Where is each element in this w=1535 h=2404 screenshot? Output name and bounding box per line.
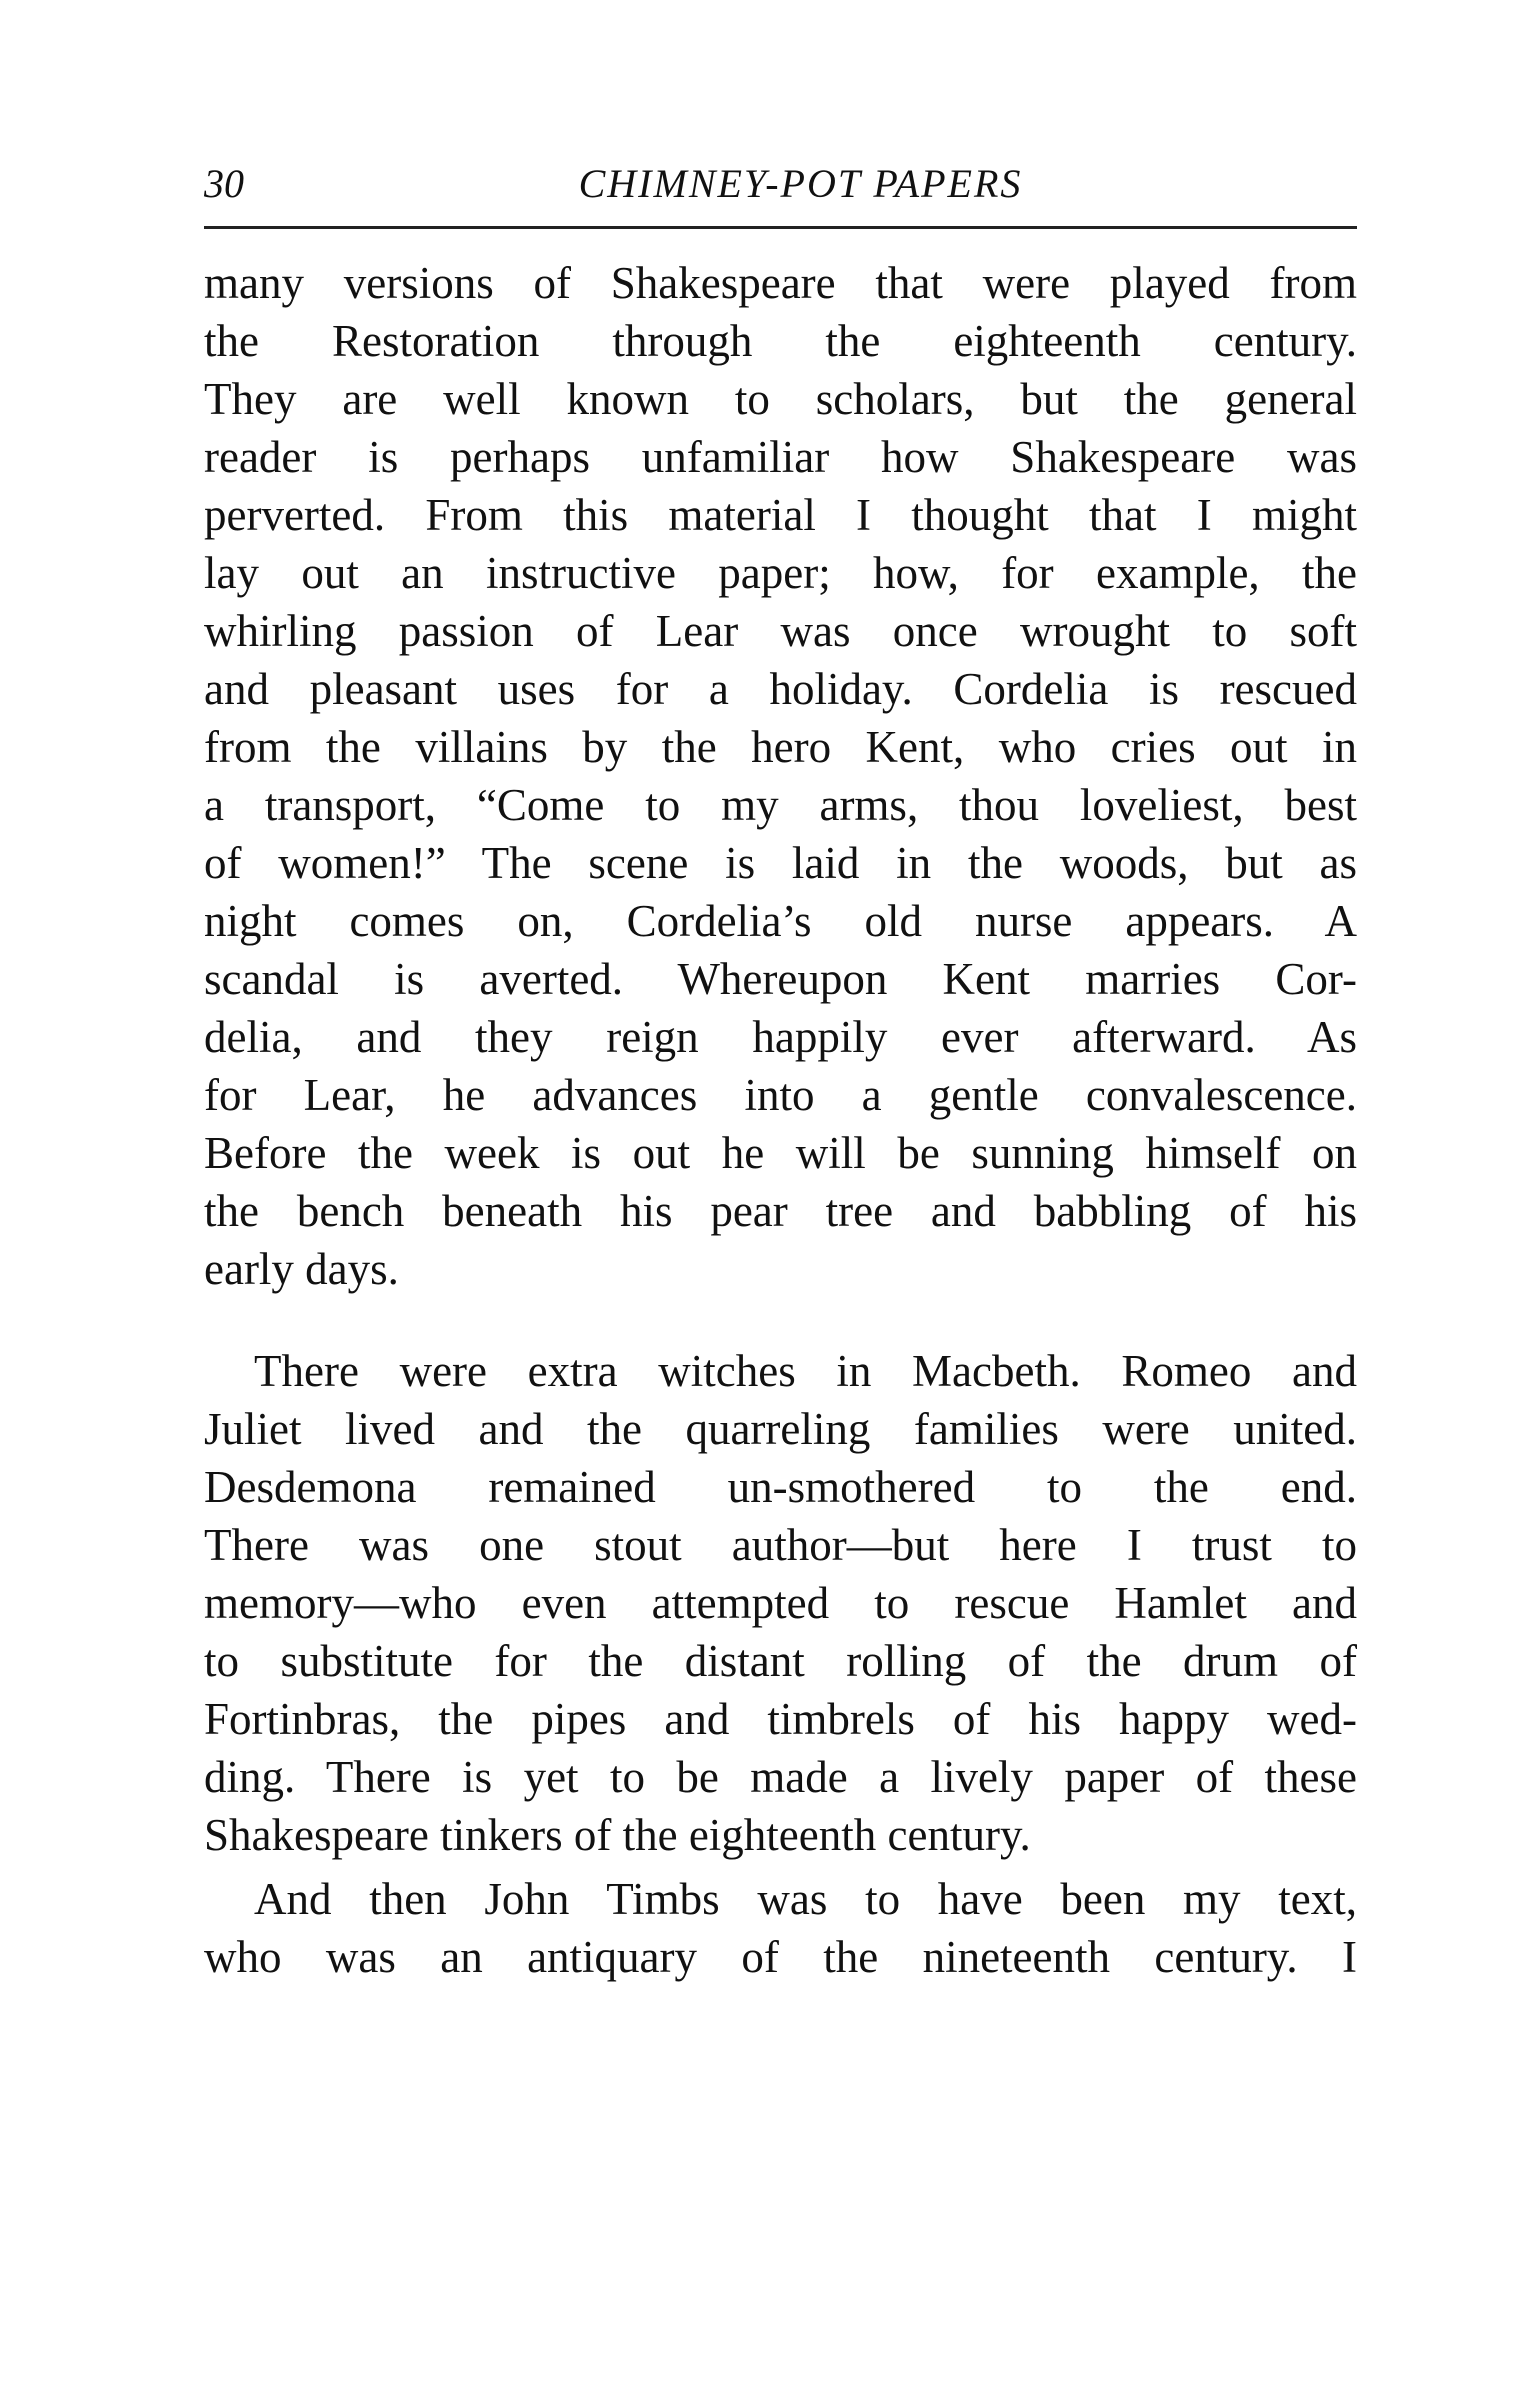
text-line: to substitute for the distant rolling of the drum of: [204, 1636, 1357, 1686]
text-line: reader is perhaps unfamiliar how Shakespeare was: [204, 432, 1357, 482]
text-line: for Lear, he advances into a gentle convalescence.: [204, 1070, 1357, 1120]
paragraph: [204, 1342, 1357, 1864]
text-line: the Restoration through the eighteenth century.: [204, 316, 1357, 366]
text-line: night comes on, Cordelia’s old nurse appears. A: [204, 896, 1357, 946]
text-line: There were extra witches in Macbeth. Romeo and: [254, 1346, 1357, 1396]
paragraph: [204, 1870, 1357, 1986]
text-line: scandal is averted. Whereupon Kent marries Cor-: [204, 954, 1357, 1004]
text-line: from the villains by the hero Kent, who cries out in: [204, 722, 1357, 772]
text-line: a transport, “Come to my arms, thou loveliest, best: [204, 780, 1357, 830]
text-line: early days.: [204, 1244, 399, 1294]
running-title: CHIMNEY-POT PAPERS: [578, 161, 1023, 206]
running-header: [204, 160, 1357, 210]
text-line: who was an antiquary of the nineteenth century. I: [204, 1932, 1357, 1982]
header-rule: [204, 226, 1357, 229]
text-line: Fortinbras, the pipes and timbrels of his happy wed-: [204, 1694, 1357, 1744]
text-line: Shakespeare tinkers of the eighteenth century.: [204, 1810, 1031, 1860]
page-number: 30: [204, 161, 244, 206]
text-line: many versions of Shakespeare that were played from: [204, 258, 1357, 308]
text-line: whirling passion of Lear was once wrought to soft: [204, 606, 1357, 656]
text-line: Desdemona remained un-smothered to the end.: [204, 1462, 1357, 1512]
text-line: Juliet lived and the quarreling families were united.: [204, 1404, 1357, 1454]
text-line: ding. There is yet to be made a lively paper of these: [204, 1752, 1357, 1802]
paragraph: [204, 254, 1357, 1298]
text-line: the bench beneath his pear tree and babbling of his: [204, 1186, 1357, 1236]
text-line: memory—who even attempted to rescue Hamlet and: [204, 1578, 1357, 1628]
text-line: They are well known to scholars, but the general: [204, 374, 1357, 424]
text-line: Before the week is out he will be sunning himself on: [204, 1128, 1357, 1178]
text-line: There was one stout author—but here I trust to: [204, 1520, 1357, 1570]
text-line: of women!” The scene is laid in the woods, but as: [204, 838, 1357, 888]
text-line: delia, and they reign happily ever afterward. As: [204, 1012, 1357, 1062]
text-line: lay out an instructive paper; how, for example, the: [204, 548, 1357, 598]
text-line: and pleasant uses for a holiday. Cordelia is rescued: [204, 664, 1357, 714]
body-text: [204, 254, 1357, 1986]
text-line: perverted. From this material I thought that I might: [204, 490, 1357, 540]
text-line: And then John Timbs was to have been my text,: [254, 1874, 1357, 1924]
